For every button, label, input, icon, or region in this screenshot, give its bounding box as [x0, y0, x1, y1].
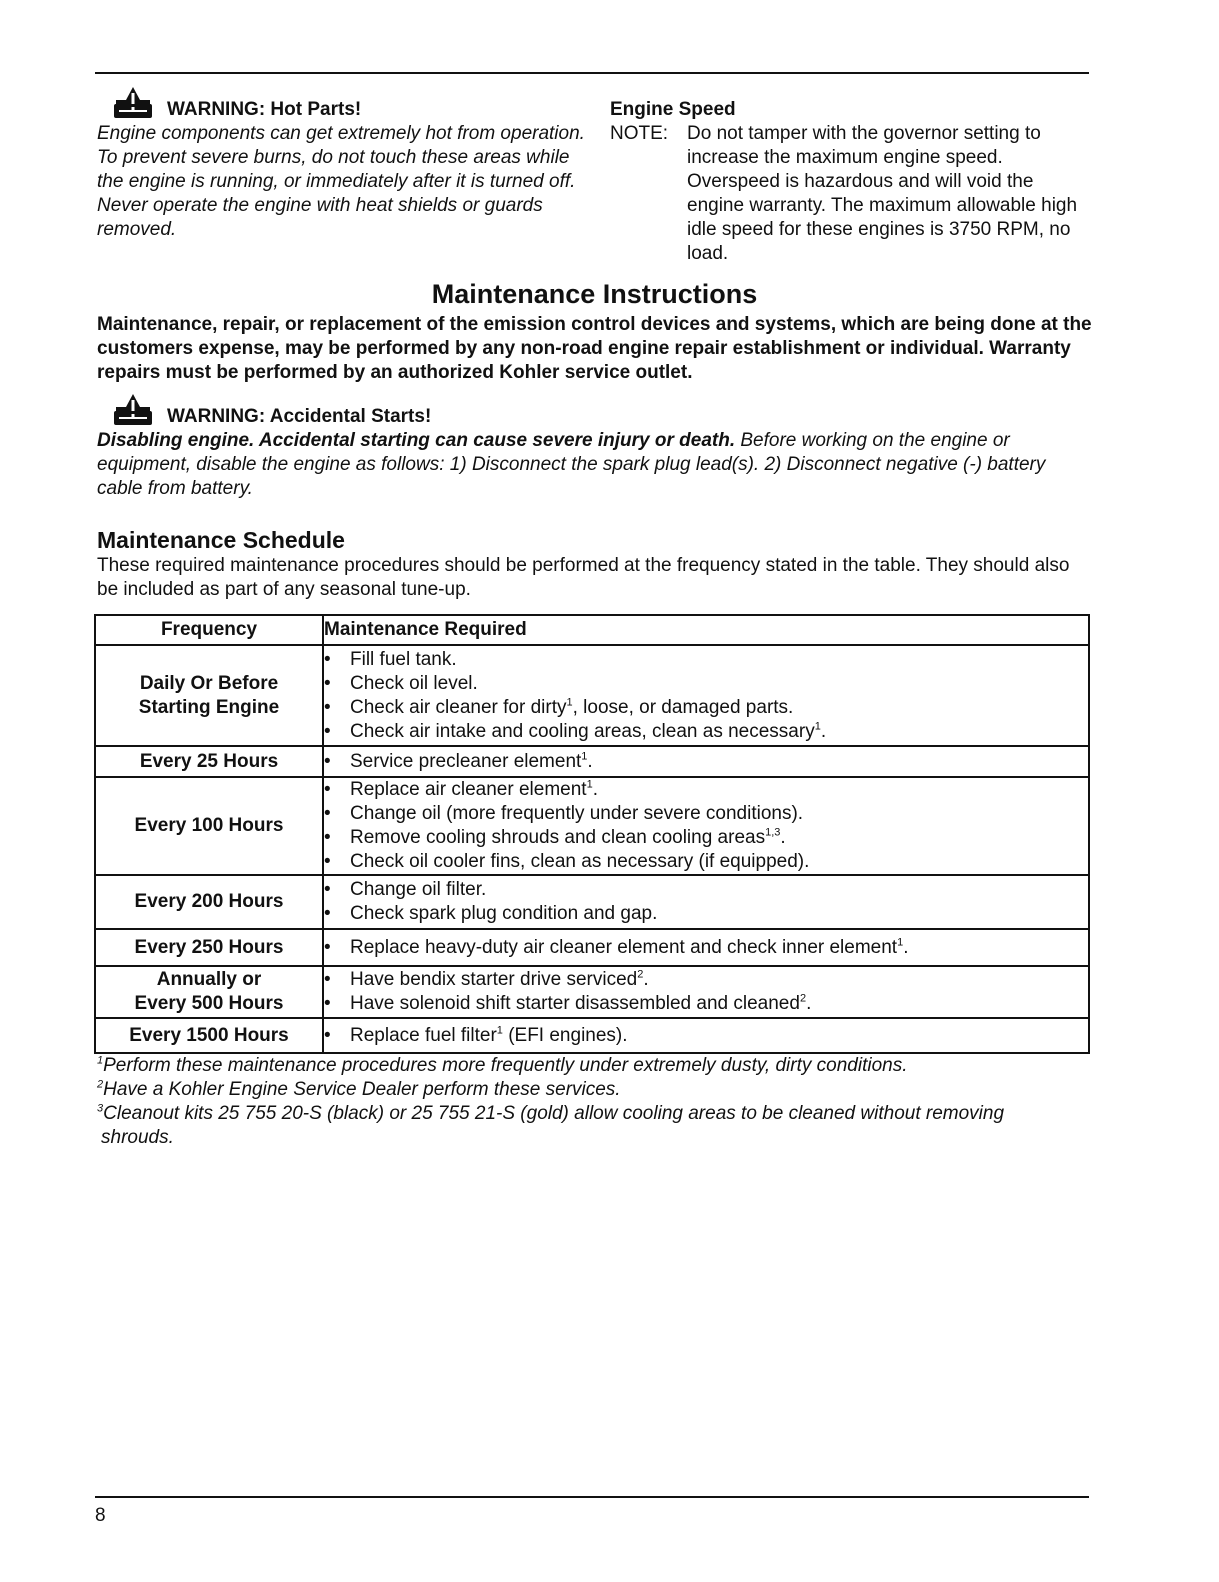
footnote: $^3$Cleanout kits 25 755 20-S (black) or 25 755 21-S (gold) allow cooling areas to be cleaned without removing — [97, 1102, 1005, 1124]
tasks-cell — [323, 1018, 1089, 1053]
tasks-cell — [323, 645, 1089, 746]
list-item: • Check air intake and cooling areas, clean as necessary$^1$. — [324, 720, 827, 742]
table-row — [95, 929, 1089, 966]
column-header-maintenance: Maintenance Required — [323, 615, 1089, 645]
warning-icon — [113, 393, 153, 429]
footnote-continuation: shrouds. — [101, 1127, 174, 1148]
maintenance-intro: Maintenance, repair, or replacement of the emission control devices and systems, which are being done at the customers expense, may be performed by any non-road engine repair establishment or individual. Warranty repairs must be performed by an authorized Kohler service outlet. — [97, 314, 1092, 383]
footnote: $^2$Have a Kohler Engine Service Dealer perform these services. — [97, 1078, 621, 1100]
frequency-cell: Every 250 Hours — [95, 929, 323, 966]
warning-header — [97, 391, 1092, 429]
warning-header — [97, 84, 587, 122]
list-item: • Have bendix starter drive serviced$^2$. — [324, 968, 649, 990]
tasks-cell — [323, 746, 1089, 777]
tasks-cell — [323, 966, 1089, 1018]
list-item: • Change oil (more frequently under severe conditions). — [324, 803, 804, 824]
warning-title: WARNING: Hot Parts! — [167, 99, 362, 120]
list-item: • Fill fuel tank. — [324, 648, 457, 670]
column-header-frequency: Frequency — [95, 615, 323, 645]
table-row — [95, 777, 1089, 875]
table-row — [95, 875, 1089, 929]
engine-speed-note — [610, 122, 1090, 266]
engine-speed-section — [610, 98, 1090, 266]
footnote: $^1$Perform these maintenance procedures more frequently under extremely dusty, dirty conditions. — [97, 1054, 908, 1076]
schedule-intro: These required maintenance procedures should be performed at the frequency stated in the table. They should also be included as part of any seasonal tune-up. — [97, 555, 1070, 600]
frequency-cell: Every 100 Hours — [95, 777, 323, 875]
accidental-starts-warning — [97, 391, 1092, 501]
list-item: • Service precleaner element$^1$. — [324, 750, 593, 772]
engine-speed-title: Engine Speed — [610, 99, 736, 120]
frequency-cell: Every 25 Hours — [95, 746, 323, 777]
table-row — [95, 645, 1089, 746]
warning-icon — [113, 86, 153, 122]
list-item: • Have solenoid shift starter disassembled and cleaned$^2$. — [324, 992, 812, 1014]
warning-bold-text: Disabling engine. Accidental starting can cause severe injury or death. — [97, 430, 736, 451]
tasks-cell — [323, 777, 1089, 875]
table-row — [95, 966, 1089, 1018]
footnotes — [97, 1054, 1087, 1150]
list-item: • Replace fuel filter$^1$ (EFI engines). — [324, 1024, 628, 1046]
list-item: • Remove cooling shrouds and clean cooling areas$^{1,3}$. — [324, 826, 786, 848]
list-item: • Replace heavy-duty air cleaner element and check inner element$^1$. — [324, 936, 909, 958]
list-item: • Change oil filter. — [324, 879, 487, 900]
page-number: 8 — [95, 1505, 106, 1526]
frequency-cell: Every 200 Hours — [95, 875, 323, 929]
list-item: • Check spark plug condition and gap. — [324, 903, 658, 924]
maintenance-schedule-table — [94, 614, 1090, 1054]
list-item: • Replace air cleaner element$^1$. — [324, 778, 598, 800]
warning-rest-text: Before working on the engine or equipment, disable the engine as follows: 1) Disconnect the spark plug lead(s). 2) Disconnect negative (-) battery cable from battery. — [97, 430, 1046, 499]
hot-parts-warning — [97, 84, 587, 242]
tasks-cell — [323, 875, 1089, 929]
schedule-title: Maintenance Schedule — [97, 527, 345, 553]
top-rule — [95, 72, 1089, 74]
warning-title: WARNING: Accidental Starts! — [167, 406, 432, 427]
frequency-cell: Annually or Every 500 Hours — [95, 966, 323, 1018]
table-row — [95, 746, 1089, 777]
list-item: • Check air cleaner for dirty$^1$, loose, or damaged parts. — [324, 696, 794, 718]
note-text: Do not tamper with the governor setting to increase the maximum engine speed. Overspeed is hazardous and will void the engine warranty. The maximum allowable high idle speed for these engines is 3750 RPM, no load. — [687, 123, 1078, 264]
table-row — [95, 1018, 1089, 1053]
page-title: Maintenance Instructions — [431, 279, 758, 309]
frequency-cell: Every 1500 Hours — [95, 1018, 323, 1053]
list-item: • Check oil level. — [324, 672, 478, 694]
note-label: NOTE: — [610, 123, 669, 144]
frequency-cell: Daily Or Before Starting Engine — [95, 645, 323, 746]
warning-text: Engine components can get extremely hot from operation. To prevent severe burns, do not touch these areas while the engine is running, or immediately after it is turned off. Never operate the engine with heat shields or guards removed. — [97, 123, 585, 240]
warning-text — [97, 429, 1092, 501]
table-header-row — [95, 615, 1089, 645]
tasks-cell — [323, 929, 1089, 966]
list-item: • Check oil cooler fins, clean as necessary (if equipped). — [324, 851, 810, 872]
bottom-rule — [95, 1496, 1089, 1498]
